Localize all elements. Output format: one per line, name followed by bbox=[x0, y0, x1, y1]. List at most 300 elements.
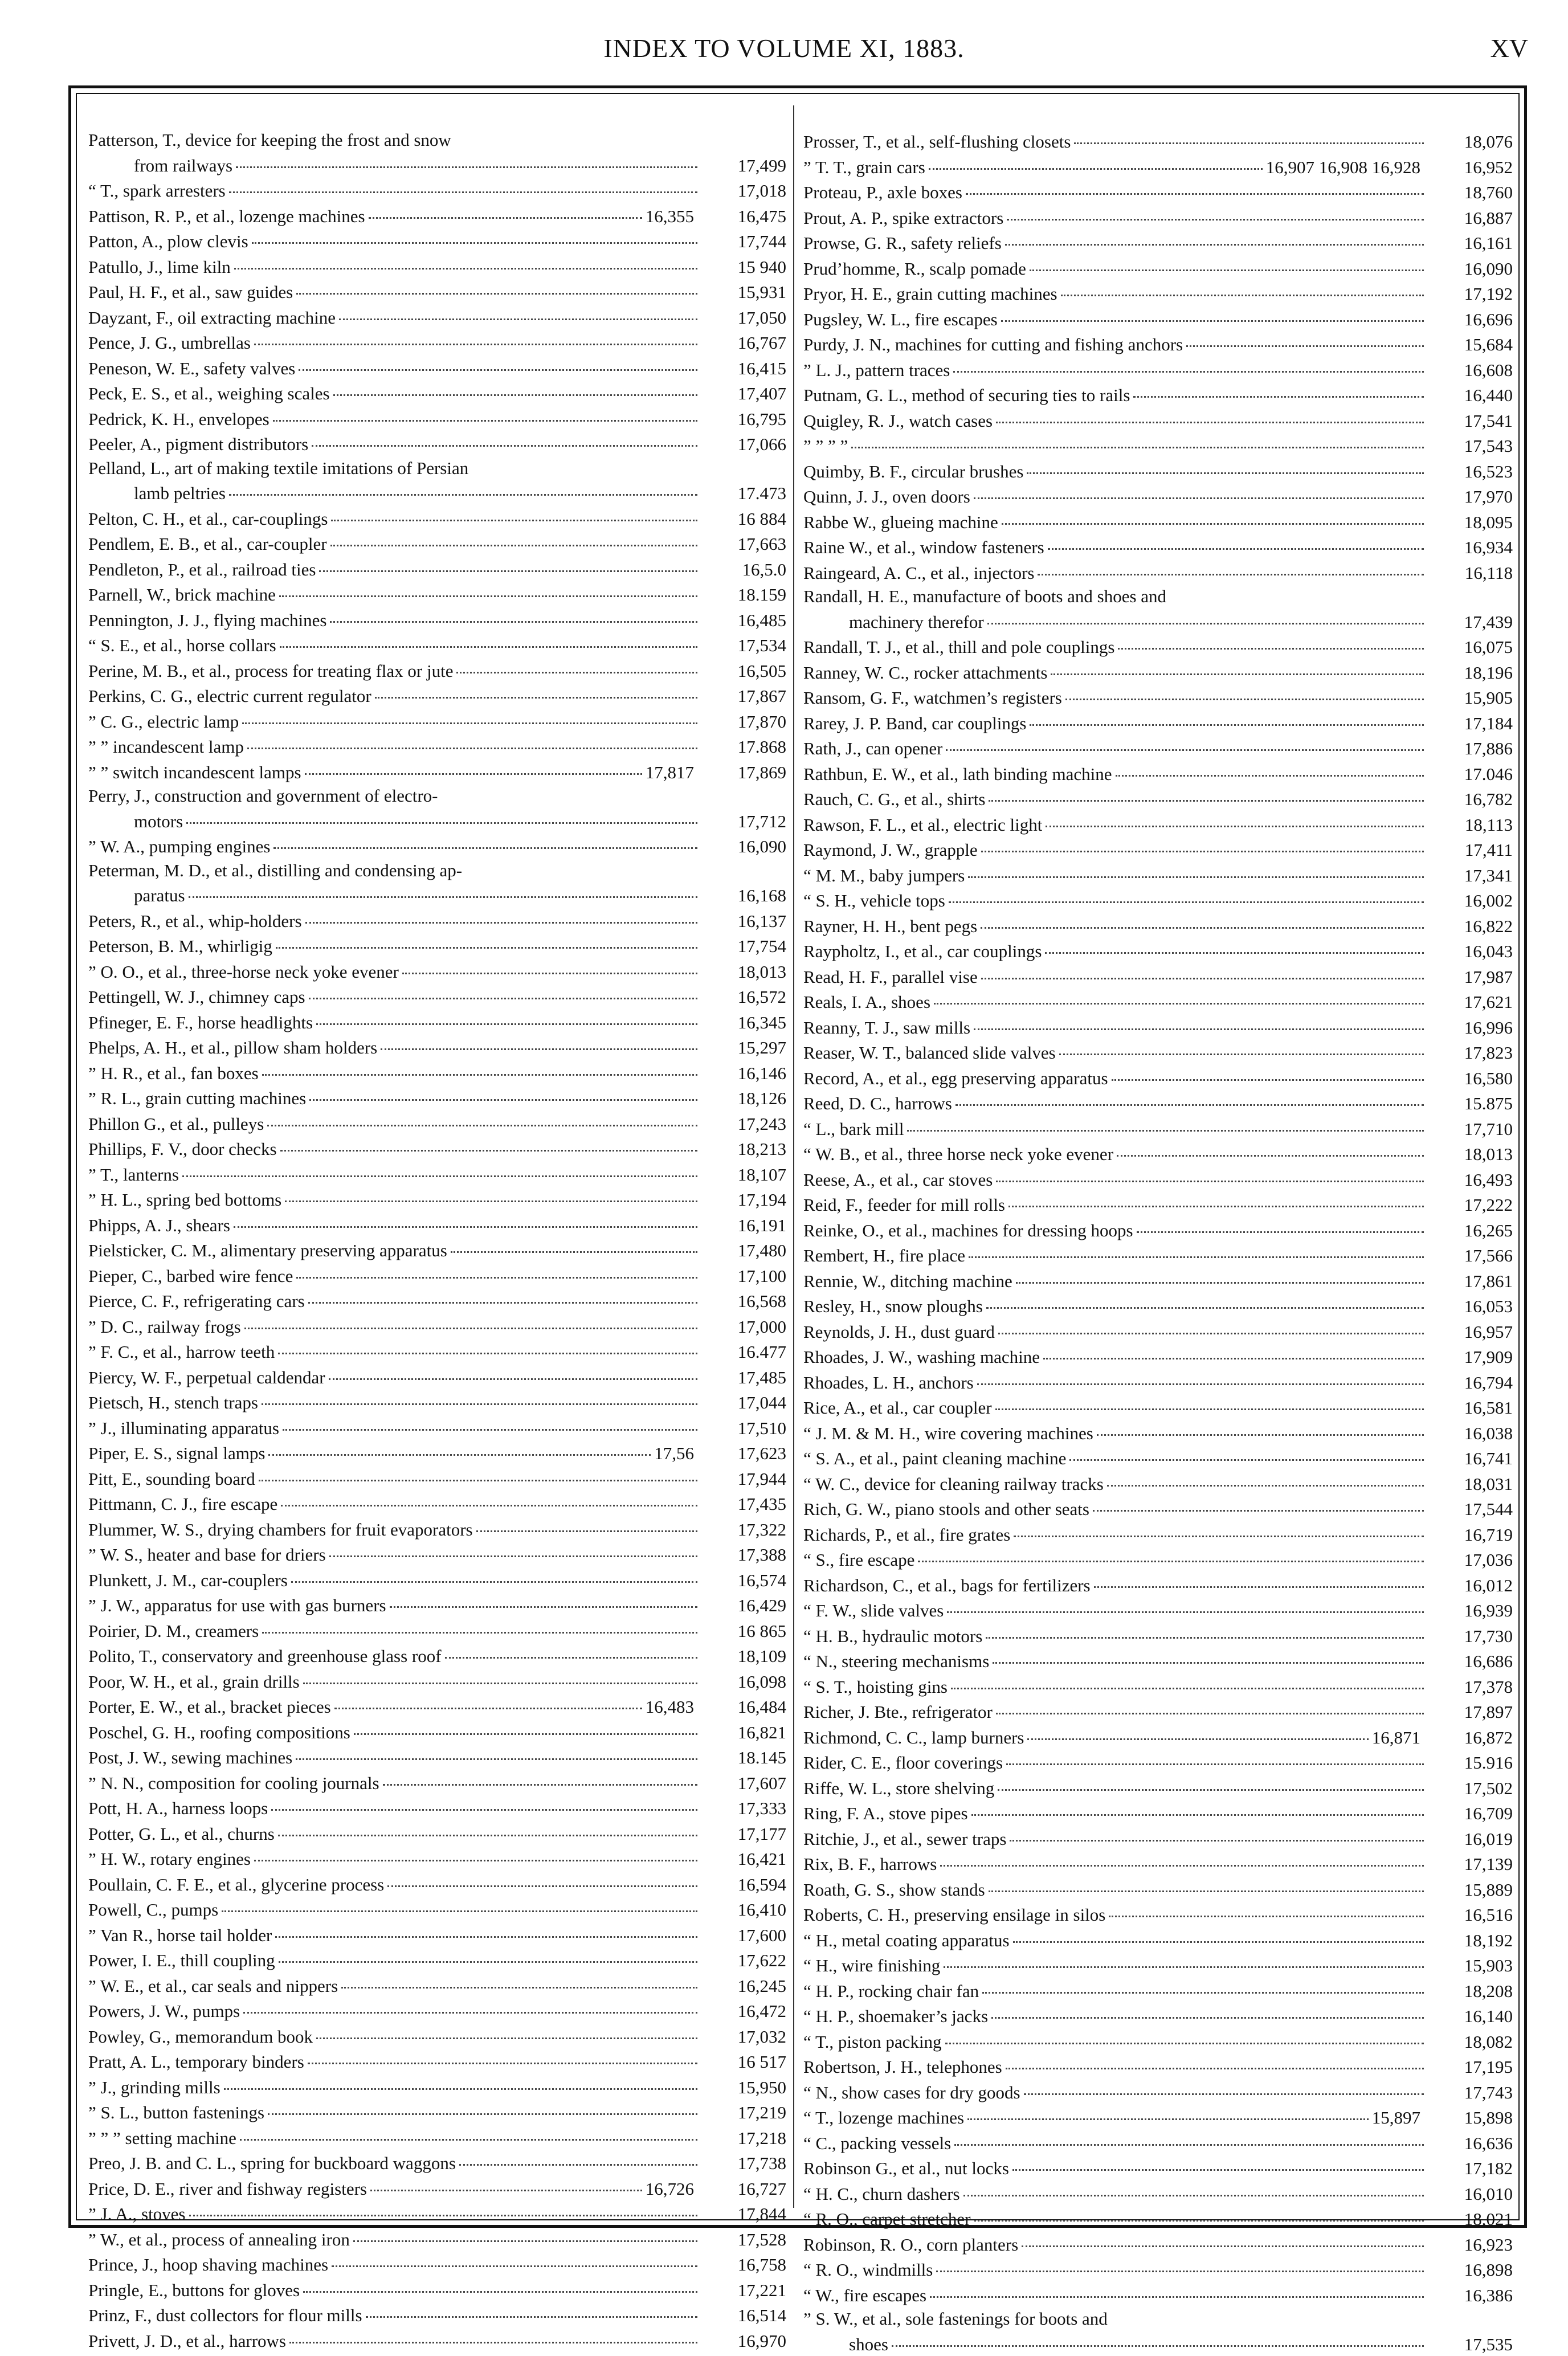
dot-leader bbox=[456, 654, 697, 673]
patent-number: 17,222 bbox=[1427, 1193, 1513, 1217]
entry-text: ” ” ” setting machine bbox=[88, 2126, 236, 2150]
entry-text: Richards, P., et al., fire grates bbox=[803, 1523, 1010, 1547]
entry-text: Rabbe W., glueing machine bbox=[803, 511, 998, 534]
dot-leader bbox=[276, 929, 697, 949]
patent-number: 18,076 bbox=[1427, 130, 1513, 154]
patent-number: 17.046 bbox=[1427, 762, 1513, 786]
entry-text: Poirier, D. M., creamers bbox=[88, 1619, 259, 1643]
dot-leader bbox=[995, 1391, 1424, 1410]
patent-number: 16,429 bbox=[701, 1594, 786, 1618]
entry-text: Potter, G. L., et al., churns bbox=[88, 1822, 275, 1846]
entry-text: Randall, H. E., manufacture of boots and shoes and bbox=[803, 585, 1166, 609]
dot-leader bbox=[234, 1208, 697, 1228]
dot-leader bbox=[296, 1259, 697, 1279]
entry-text: Pryor, H. E., grain cutting machines bbox=[803, 282, 1057, 306]
dot-leader bbox=[303, 1665, 697, 1684]
patent-number: 16,505 bbox=[701, 659, 786, 683]
entry-text: Post, J. W., sewing machines bbox=[88, 1746, 292, 1770]
patent-number: 15,903 bbox=[1427, 1954, 1513, 1978]
index-entry bbox=[88, 859, 786, 908]
entry-text: Raine W., et al., window fasteners bbox=[803, 536, 1044, 560]
entry-text: Putnam, G. L., method of securing ties to rails bbox=[803, 383, 1130, 407]
patent-number: 16,581 bbox=[1427, 1396, 1513, 1420]
dot-leader bbox=[268, 1436, 651, 1456]
entry-text: Phelps, A. H., et al., pillow sham holders bbox=[88, 1036, 377, 1060]
dot-leader bbox=[329, 1538, 697, 1557]
dot-leader bbox=[273, 830, 697, 849]
dot-leader bbox=[229, 476, 697, 496]
patent-number: 18.159 bbox=[701, 583, 786, 607]
dot-leader bbox=[947, 1594, 1424, 1613]
entry-continuation: machinery therefor bbox=[849, 610, 984, 634]
dot-leader bbox=[375, 679, 697, 699]
patent-number: 16,168 bbox=[701, 884, 786, 908]
patent-number: 16,440 bbox=[1427, 383, 1513, 407]
entry-text: Pendlem, E. B., et al., car-coupler bbox=[88, 532, 327, 556]
dot-leader bbox=[1016, 1264, 1424, 1284]
dot-leader bbox=[247, 730, 697, 749]
entry-text: Richmond, C. C., lamp burners bbox=[803, 1726, 1024, 1750]
dot-leader bbox=[986, 1619, 1424, 1639]
entry-text: Reaser, W. T., balanced slide valves bbox=[803, 1041, 1056, 1065]
entry-text: ” T. T., grain cars bbox=[803, 156, 925, 179]
entry-text: Quinn, J. J., oven doors bbox=[803, 485, 970, 509]
patent-number: 17,600 bbox=[701, 1924, 786, 1947]
entry-continuation: from railways bbox=[134, 154, 232, 178]
patent-number: 17,535 bbox=[1427, 2333, 1513, 2356]
column-divider bbox=[793, 105, 794, 2208]
patent-number: 18,107 bbox=[701, 1163, 786, 1187]
dot-leader bbox=[308, 1284, 697, 1304]
entry-text: Reinke, O., et al., machines for dressing hoops bbox=[803, 1219, 1133, 1243]
patent-number: 16,636 bbox=[1427, 2132, 1513, 2155]
patent-number: 15,931 bbox=[701, 280, 786, 304]
dot-leader bbox=[1024, 2076, 1424, 2095]
patent-number: 16,118 bbox=[1427, 561, 1513, 585]
entry-text: Randall, T. J., et al., thill and pole couplings bbox=[803, 635, 1114, 659]
dot-leader bbox=[243, 1994, 697, 2014]
patent-number: 18,192 bbox=[1427, 1929, 1513, 1953]
entry-text: Patterson, T., device for keeping the frost and snow bbox=[88, 128, 451, 152]
entry-text: Pieper, C., barbed wire fence bbox=[88, 1264, 293, 1288]
dot-leader bbox=[262, 1056, 697, 1076]
patent-number: 16,415 bbox=[701, 357, 786, 381]
entry-text: Privett, J. D., et al., harrows bbox=[88, 2329, 286, 2353]
entry-text: “ T., piston packing bbox=[803, 2030, 942, 2054]
entry-text: Peck, E. S., et al., weighing scales bbox=[88, 382, 330, 406]
entry-text: Pennington, J. J., flying machines bbox=[88, 609, 326, 632]
entry-text: Peterman, M. D., et al., distilling and condensing ap- bbox=[88, 859, 462, 883]
dot-leader bbox=[1014, 1518, 1424, 1537]
dot-leader bbox=[390, 1589, 697, 1608]
patent-number: 17,909 bbox=[1427, 1345, 1513, 1369]
entry-line bbox=[88, 431, 786, 456]
dot-leader bbox=[262, 1614, 697, 1634]
dot-leader bbox=[1074, 125, 1424, 144]
entry-text: ” H. R., et al., fan boxes bbox=[88, 1061, 259, 1085]
entry-text: “ M. M., baby jumpers bbox=[803, 864, 965, 888]
patent-number: 17,388 bbox=[701, 1543, 786, 1567]
patent-number: 16,5.0 bbox=[701, 558, 786, 582]
patent-number: 17,139 bbox=[1427, 1852, 1513, 1876]
patent-number: 17,754 bbox=[701, 934, 786, 958]
entry-text: “ S. H., vehicle tops bbox=[803, 889, 945, 913]
dot-leader bbox=[476, 1513, 697, 1532]
dot-leader bbox=[1038, 556, 1424, 575]
patent-number: 17,243 bbox=[701, 1112, 786, 1136]
dot-leader bbox=[998, 1771, 1424, 1791]
index-entry bbox=[88, 2328, 786, 2353]
dot-leader bbox=[1027, 1721, 1368, 1740]
dot-leader bbox=[974, 1011, 1424, 1030]
entry-extra-number: 16,726 bbox=[646, 2177, 694, 2201]
dot-leader bbox=[234, 250, 697, 270]
patent-number: 16,002 bbox=[1427, 889, 1513, 913]
entry-text: “ H. C., churn dashers bbox=[803, 2182, 960, 2206]
entry-text: Price, D. E., river and fishway registers bbox=[88, 2177, 367, 2201]
dot-leader bbox=[981, 960, 1424, 979]
patent-number: 16,822 bbox=[1427, 914, 1513, 938]
patent-number: 16,939 bbox=[1427, 1599, 1513, 1623]
dot-leader bbox=[278, 1817, 697, 1836]
patent-number: 16,514 bbox=[701, 2304, 786, 2328]
dot-leader bbox=[279, 578, 697, 597]
dot-leader bbox=[402, 955, 697, 974]
entry-text: “ S. E., et al., horse collars bbox=[88, 634, 276, 658]
entry-text: Pietsch, H., stench traps bbox=[88, 1391, 258, 1415]
patent-number: 17,844 bbox=[701, 2202, 786, 2226]
patent-number: 17,870 bbox=[701, 710, 786, 734]
patent-number: 17,341 bbox=[1427, 864, 1513, 888]
entry-text: “ S., fire escape bbox=[803, 1548, 914, 1572]
dot-leader bbox=[1097, 1416, 1424, 1436]
entry-text: ” H. W., rotary engines bbox=[88, 1847, 251, 1871]
entry-text: “ S. A., et al., paint cleaning machine bbox=[803, 1447, 1066, 1471]
patent-number: 15,684 bbox=[1427, 333, 1513, 357]
dot-leader bbox=[1059, 1036, 1424, 1055]
patent-number: 18,031 bbox=[1427, 1472, 1513, 1496]
index-entry bbox=[803, 2307, 1513, 2356]
patent-number: 17,480 bbox=[701, 1239, 786, 1263]
patent-number: 17,867 bbox=[701, 684, 786, 708]
entry-text: Pierce, C. F., refrigerating cars bbox=[88, 1289, 305, 1313]
index-entry bbox=[88, 128, 786, 177]
entry-text: Rice, A., et al., car coupler bbox=[803, 1396, 992, 1420]
entry-text: ” J., illuminating apparatus bbox=[88, 1416, 279, 1440]
dot-leader bbox=[445, 1639, 697, 1659]
entry-text: ” O. O., et al., three-horse neck yoke evener bbox=[88, 960, 399, 984]
dot-leader bbox=[229, 174, 697, 193]
entry-text: Ritchie, J., et al., sewer traps bbox=[803, 1827, 1006, 1851]
entry-text: “ H., metal coating apparatus bbox=[803, 1929, 1010, 1953]
dot-leader bbox=[940, 1847, 1424, 1867]
patent-number: 17,541 bbox=[1427, 409, 1513, 433]
patent-number: 16,140 bbox=[1427, 2004, 1513, 2028]
entry-text: Robinson G., et al., nut locks bbox=[803, 2157, 1009, 2181]
entry-text: Pfineger, E. F., horse headlights bbox=[88, 1011, 313, 1035]
patent-number: 16,245 bbox=[701, 1974, 786, 1998]
patent-number: 17,970 bbox=[1427, 485, 1513, 509]
entry-extra-number: 15,897 bbox=[1372, 2106, 1420, 2130]
patent-number: 17,182 bbox=[1427, 2157, 1513, 2181]
entry-text: Rathbun, E. W., et al., lath binding machine bbox=[803, 762, 1112, 786]
dot-leader bbox=[353, 2223, 697, 2242]
dot-leader bbox=[982, 1974, 1424, 1994]
patent-number: 16,053 bbox=[1427, 1295, 1513, 1318]
dot-leader bbox=[945, 2025, 1424, 2044]
dot-leader bbox=[1043, 1340, 1424, 1359]
entry-text: Resley, H., snow ploughs bbox=[803, 1295, 983, 1318]
entry-text: Phillon G., et al., pulleys bbox=[88, 1112, 264, 1136]
entry-line bbox=[803, 2282, 1513, 2308]
entry-text: ” W., et al., process of annealing iron bbox=[88, 2228, 350, 2252]
patent-number: 18,113 bbox=[1427, 813, 1513, 837]
dot-leader bbox=[851, 429, 1424, 448]
patent-number: 17,177 bbox=[701, 1822, 786, 1846]
patent-number: 16,010 bbox=[1427, 2182, 1513, 2206]
dot-leader bbox=[996, 404, 1424, 423]
dot-leader bbox=[986, 1289, 1424, 1309]
entry-text: Purdy, J. N., machines for cutting and fishing anchors bbox=[803, 333, 1183, 357]
patent-number: 17,861 bbox=[1427, 1269, 1513, 1293]
patent-number: 16,872 bbox=[1427, 1726, 1513, 1750]
patent-number: 17,502 bbox=[1427, 1777, 1513, 1800]
entry-text: Phipps, A. J., shears bbox=[88, 1214, 230, 1238]
dot-leader bbox=[254, 1842, 697, 1861]
dot-leader bbox=[224, 2071, 697, 2090]
patent-number: 16.477 bbox=[701, 1340, 786, 1364]
patent-number: 17,663 bbox=[701, 532, 786, 556]
patent-number: 17,411 bbox=[1427, 838, 1513, 862]
patent-number: 17,435 bbox=[701, 1492, 786, 1516]
entry-text: ” ” incandescent lamp bbox=[88, 735, 244, 759]
patent-number: 17,623 bbox=[701, 1442, 786, 1465]
entry-text: Poschel, G. H., roofing compositions bbox=[88, 1721, 350, 1745]
patent-number: 15.875 bbox=[1427, 1092, 1513, 1116]
entry-text: ” R. L., grain cutting machines bbox=[88, 1087, 306, 1110]
entry-text: “ W., fire escapes bbox=[803, 2284, 926, 2308]
dot-leader bbox=[1008, 1188, 1424, 1207]
dot-leader bbox=[1051, 656, 1424, 675]
dot-leader bbox=[319, 553, 697, 572]
entry-text: “ S. T., hoisting gins bbox=[803, 1675, 948, 1699]
dot-leader bbox=[299, 352, 697, 371]
entry-text: Piper, E. S., signal lamps bbox=[88, 1442, 265, 1465]
patent-number: 16,957 bbox=[1427, 1320, 1513, 1344]
patent-number: 16,794 bbox=[1427, 1371, 1513, 1395]
dot-leader bbox=[383, 1766, 697, 1786]
dot-leader bbox=[1048, 530, 1424, 550]
dot-leader bbox=[278, 1335, 697, 1354]
dot-leader bbox=[1005, 226, 1424, 246]
patent-number: 17,066 bbox=[701, 432, 786, 456]
patent-number: 16,608 bbox=[1427, 358, 1513, 382]
dot-leader bbox=[998, 1315, 1424, 1334]
patent-number: 16,821 bbox=[701, 1721, 786, 1745]
patent-number: 17,534 bbox=[701, 634, 786, 658]
dot-leader bbox=[289, 2324, 697, 2343]
entry-text: Ransom, G. F., watchmen’s registers bbox=[803, 686, 1062, 710]
entry-text: Pendleton, P., et al., railroad ties bbox=[88, 558, 316, 582]
patent-number: 16,421 bbox=[701, 1847, 786, 1871]
entry-text: Piercy, W. F., perpetual caldendar bbox=[88, 1366, 325, 1390]
dot-leader bbox=[967, 2101, 1369, 2120]
dot-leader bbox=[451, 1234, 697, 1253]
entry-line bbox=[88, 833, 786, 859]
entry-text: Rawson, F. L., et al., electric light bbox=[803, 813, 1042, 837]
patent-number: 16,485 bbox=[701, 609, 786, 632]
patent-number: 16,043 bbox=[1427, 940, 1513, 963]
dot-leader bbox=[969, 1239, 1424, 1258]
patent-number: 17,221 bbox=[701, 2279, 786, 2302]
entry-text: Perkins, C. G., electric current regulator bbox=[88, 684, 371, 708]
entry-text: ” J. A., stoves bbox=[88, 2202, 186, 2226]
patent-number: 16 517 bbox=[701, 2050, 786, 2074]
dot-leader bbox=[271, 1791, 697, 1811]
dot-leader bbox=[316, 1006, 697, 1025]
entry-text: Rembert, H., fire place bbox=[803, 1244, 965, 1268]
patent-number: 17,738 bbox=[701, 2151, 786, 2175]
patent-number: 17,219 bbox=[701, 2101, 786, 2125]
patent-number: 16,572 bbox=[701, 985, 786, 1009]
dot-leader bbox=[1006, 1746, 1424, 1765]
entry-text: Rhoades, L. H., anchors bbox=[803, 1371, 974, 1395]
patent-number: 16,098 bbox=[701, 1670, 786, 1694]
index-entry bbox=[88, 833, 786, 859]
patent-number: 17,044 bbox=[701, 1391, 786, 1415]
entry-text: Reed, D. C., harrows bbox=[803, 1092, 952, 1116]
dot-leader bbox=[1010, 1822, 1424, 1841]
dot-leader bbox=[366, 2298, 697, 2318]
entry-text: ” J., grinding mills bbox=[88, 2076, 220, 2100]
dot-leader bbox=[1116, 757, 1424, 777]
entry-extra-number: 17,817 bbox=[646, 761, 694, 785]
entry-text: “ H. P., shoemaker’s jacks bbox=[803, 2004, 988, 2028]
patent-number: 17,710 bbox=[1427, 1117, 1513, 1141]
entry-text: Perine, M. B., et al., process for treating flax or jute bbox=[88, 659, 453, 683]
entry-text: Powell, C., pumps bbox=[88, 1898, 218, 1922]
patent-number: 16,146 bbox=[701, 1061, 786, 1085]
dot-leader bbox=[281, 1487, 697, 1506]
dot-leader bbox=[280, 628, 697, 648]
entry-text: Plummer, W. S., drying chambers for fruit evaporators bbox=[88, 1518, 473, 1542]
dot-leader bbox=[989, 1873, 1424, 1892]
entry-text: “ N., show cases for dry goods bbox=[803, 2081, 1020, 2105]
dot-leader bbox=[956, 1087, 1424, 1106]
dot-leader bbox=[1094, 1569, 1424, 1588]
index-column-right bbox=[803, 128, 1513, 2356]
page-header bbox=[0, 22, 1568, 73]
dot-leader bbox=[387, 1868, 697, 1887]
dot-leader bbox=[291, 1563, 697, 1583]
entry-text: Richardson, C., et al., bags for fertilizers bbox=[803, 1574, 1091, 1598]
entry-text: Read, H. F., parallel vise bbox=[803, 965, 978, 989]
dot-leader bbox=[996, 1163, 1424, 1182]
patent-number: 17,218 bbox=[701, 2126, 786, 2150]
patent-number: 18,013 bbox=[701, 960, 786, 984]
patent-number: 15,297 bbox=[701, 1036, 786, 1060]
patent-number: 16,696 bbox=[1427, 308, 1513, 332]
entry-text: ” F. C., et al., harrow teeth bbox=[88, 1340, 275, 1364]
entry-text: “ W. C., device for cleaning railway tracks bbox=[803, 1472, 1104, 1496]
dot-leader bbox=[929, 150, 1263, 170]
dot-leader bbox=[330, 603, 697, 623]
entry-text: Rhoades, J. W., washing machine bbox=[803, 1345, 1040, 1369]
entry-line bbox=[803, 560, 1513, 585]
entry-text: Power, I. E., thill coupling bbox=[88, 1949, 275, 1973]
dot-leader bbox=[944, 1949, 1424, 1968]
entry-text: Raingeard, A. C., et al., injectors bbox=[803, 561, 1034, 585]
patent-number: 16,574 bbox=[701, 1569, 786, 1593]
entry-text: Pelton, C. H., et al., car-couplings bbox=[88, 507, 328, 531]
dot-leader bbox=[993, 1644, 1424, 1664]
patent-number: 18,213 bbox=[701, 1137, 786, 1161]
entry-text: Pettingell, W. J., chimney caps bbox=[88, 985, 305, 1009]
patent-number: 16,345 bbox=[701, 1011, 786, 1035]
page-title: INDEX TO VOLUME XI, 1883. bbox=[0, 33, 1568, 63]
entry-extra-number: 16,907 16,908 16,928 bbox=[1266, 156, 1420, 179]
patent-number: 17,528 bbox=[701, 2228, 786, 2252]
patent-number: 17,886 bbox=[1427, 737, 1513, 761]
entry-text: “ J. M. & M. H., wire covering machines bbox=[803, 1422, 1093, 1446]
dot-leader bbox=[991, 1999, 1424, 2019]
entry-extra-number: 16,483 bbox=[646, 1695, 694, 1719]
dot-leader bbox=[240, 2121, 697, 2141]
patent-number: 18,208 bbox=[1427, 1979, 1513, 2003]
dot-leader bbox=[971, 1796, 1424, 1816]
entry-text: Reynolds, J. H., dust guard bbox=[803, 1320, 995, 1344]
patent-number: 16,686 bbox=[1427, 1649, 1513, 1673]
entry-text: Reese, A., et al., car stoves bbox=[803, 1168, 993, 1192]
dot-leader bbox=[981, 833, 1424, 852]
entry-continuation: lamb peltries bbox=[134, 481, 226, 505]
dot-leader bbox=[968, 859, 1424, 878]
entry-text: Peterson, B. M., whirligig bbox=[88, 934, 272, 958]
patent-number: 16,410 bbox=[701, 1898, 786, 1922]
entry-text: Plunkett, J. M., car-couplers bbox=[88, 1569, 288, 1593]
dot-leader bbox=[1001, 303, 1424, 322]
dot-leader bbox=[259, 1462, 697, 1481]
patent-number: 18,109 bbox=[701, 1644, 786, 1668]
entry-continuation: motors bbox=[134, 810, 183, 834]
entry-text: Preo, J. B. and C. L., spring for buckboard waggons bbox=[88, 2151, 456, 2175]
entry-text: Peeler, A., pigment distributors bbox=[88, 432, 308, 456]
dot-leader bbox=[262, 1386, 697, 1405]
entry-text: “ T., lozenge machines bbox=[803, 2106, 964, 2130]
patent-number: 16,516 bbox=[1427, 1903, 1513, 1927]
patent-number: 16,887 bbox=[1427, 206, 1513, 230]
patent-number: 16,934 bbox=[1427, 536, 1513, 560]
entry-text: Prud’homme, R., scalp pomade bbox=[803, 257, 1026, 281]
dot-leader bbox=[280, 1132, 697, 1152]
patent-number: 15,905 bbox=[1427, 686, 1513, 710]
dot-leader bbox=[1002, 505, 1424, 525]
entry-text: Pedrick, K. H., envelopes bbox=[88, 407, 270, 431]
dot-leader bbox=[1107, 1467, 1424, 1487]
patent-number: 17,100 bbox=[701, 1264, 786, 1288]
patent-number: 16 884 bbox=[701, 507, 786, 531]
dot-leader bbox=[966, 175, 1424, 195]
patent-number: 16,727 bbox=[701, 2177, 786, 2201]
patent-number: 16,898 bbox=[1427, 2258, 1513, 2282]
dot-leader bbox=[936, 2253, 1424, 2272]
entry-text: ” J. W., apparatus for use with gas burners bbox=[88, 1594, 386, 1618]
entry-text: Peters, R., et al., whip-holders bbox=[88, 909, 302, 933]
dot-leader bbox=[267, 1107, 697, 1126]
patent-number: 17,607 bbox=[701, 1771, 786, 1795]
entry-text: ” L. J., pattern traces bbox=[803, 358, 950, 382]
patent-number: 16,952 bbox=[1427, 156, 1513, 179]
